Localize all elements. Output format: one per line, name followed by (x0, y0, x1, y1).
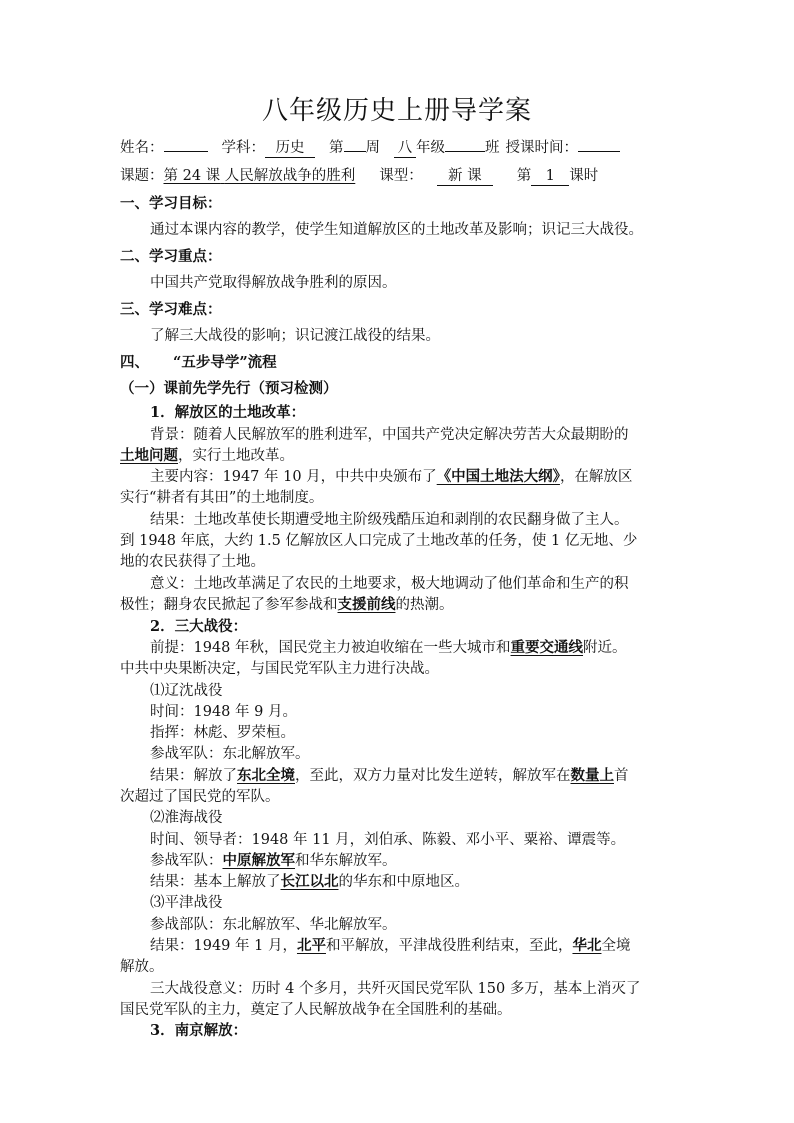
class-label: 班 (485, 140, 500, 156)
huaihai-troops-rest: 和华东解放军。 (295, 853, 397, 869)
land-reform-meaning-start: 极性；翻身农民掀起了参军参战和 (120, 597, 338, 613)
period-prefix: 第 (516, 168, 532, 184)
keyword-north-of-yangtze: 长江以北 (280, 873, 339, 890)
section-difficulty-heading: 三、学习难点： (120, 301, 222, 318)
land-reform-background-line1: 背景：随着人民解放军的胜利进军，中国共产党决定解决劳苦大众最期盼的 (150, 427, 629, 443)
grade-value: 八 (394, 140, 416, 158)
campaigns-heading: 2．三大战役： (150, 618, 248, 635)
liaoshen-result-line1 (150, 766, 629, 786)
section-objectives-text: 通过本课内容的教学，使学生知道解放区的土地改革及影响；识记三大战役。 (150, 222, 643, 238)
land-reform-content-line1 (150, 467, 632, 487)
class-blank (445, 136, 485, 152)
period-suffix: 课时 (569, 168, 599, 184)
keyword-land-problem: 土地问题 (120, 447, 178, 464)
campaigns-premise-line2: 中共中央果断决定，与国民党军队主力进行决战。 (120, 661, 439, 677)
section-focus-heading: 二、学习重点： (120, 248, 222, 265)
page-title: 八年级历史上册导学案 (261, 96, 532, 126)
name-label: 姓名： (120, 140, 164, 156)
subject-label: 学科： (221, 140, 265, 156)
campaigns-meaning-line1: 三大战役意义：历时 4 个多月，共歼灭国民党军队 150 多万，基本上消灭了 (150, 981, 641, 997)
pingjin-result-end: 全境 (601, 938, 631, 954)
keyword-central-plains-army: 中原解放军 (222, 852, 295, 869)
pingjin-result-start: 结果：1949 年 1 月， (150, 938, 297, 954)
huaihai-troops (150, 851, 397, 871)
topic-label: 课题： (120, 168, 164, 184)
keyword-north-china: 华北 (572, 937, 602, 954)
land-reform-content-line2: 实行“耕者有其田”的土地制度。 (120, 490, 324, 506)
land-reform-heading: 1．解放区的土地改革： (150, 404, 306, 421)
keyword-northeast: 东北全境 (237, 767, 295, 784)
topic-line (120, 166, 598, 186)
section-focus-text: 中国共产党取得解放战争胜利的原因。 (150, 275, 397, 291)
section-process-heading (120, 353, 277, 373)
week-blank (344, 136, 366, 152)
campaigns-premise-start: 前提：1948 年秋，国民党主力被迫收缩在一些大城市和 (150, 640, 511, 656)
campaigns-premise-end: 附近。 (583, 640, 627, 656)
topic-value: 人民解放战争的胜利 (224, 168, 356, 184)
liaoshen-command: 指挥：林彪、罗荣桓。 (150, 725, 295, 741)
liaoshen-time: 时间：1948 年 9 月。 (150, 704, 297, 720)
name-blank (164, 136, 208, 152)
header-info-line (120, 136, 620, 158)
land-reform-meaning-line2 (120, 595, 454, 615)
type-label: 课型： (379, 168, 423, 184)
keyword-transport-lines: 重要交通线 (510, 639, 584, 656)
land-reform-background-rest: ，实行土地改革。 (178, 448, 294, 464)
land-reform-result-line2: 到 1948 年底，大约 1.5 亿解放区人口完成了土地改革的任务，使 1 亿无地、少 (120, 533, 638, 549)
pingjin-result-line2: 解放。 (120, 959, 164, 975)
keyword-quantity: 数量上 (570, 767, 614, 784)
pingjin-troops: 参战部队：东北解放军、华北解放军。 (150, 917, 397, 933)
nanjing-heading: 3．南京解放： (150, 1022, 248, 1039)
pingjin-heading: ⑶平津战役 (150, 895, 223, 911)
liaoshen-heading: ⑴辽沈战役 (150, 683, 223, 699)
section-process-number: 四、 (120, 354, 149, 371)
liaoshen-result-line2: 次超过了国民党的军队。 (120, 789, 280, 805)
liaoshen-result-middle: ，至此，双方力量对比发生逆转，解放军在 (295, 768, 571, 784)
section-difficulty-text: 了解三大战役的影响；识记渡江战役的结果。 (150, 328, 440, 344)
land-reform-result-line1: 结果：土地改革使长期遭受地主阶级残酷压迫和剥削的农民翻身做了主人。 (150, 512, 629, 528)
section-process-title: “五步导学”流程 (173, 354, 277, 371)
huaihai-heading: ⑵淮海战役 (150, 810, 223, 826)
keyword-support-front: 支援前线 (337, 596, 396, 613)
liaoshen-result-start: 结果：解放了 (150, 768, 237, 784)
campaigns-premise-line1 (150, 638, 627, 658)
huaihai-result-end: 的华东和中原地区。 (338, 874, 469, 890)
huaihai-result (150, 872, 469, 892)
land-reform-meaning-line1: 意义：土地改革满足了农民的土地要求，极大地调动了他们革命和生产的积 (150, 576, 629, 592)
liaoshen-result-end: 首 (614, 768, 629, 784)
land-reform-result-line3: 地的农民获得了土地。 (120, 554, 265, 570)
type-value: 新 课 (437, 168, 493, 186)
section-objectives-heading: 一、学习目标： (120, 195, 222, 212)
grade-label: 年级 (416, 140, 445, 156)
keyword-land-law: 《中国土地法大纲》 (436, 468, 560, 485)
keyword-beiping: 北平 (296, 937, 326, 954)
time-label: 授课时间： (505, 140, 578, 156)
pingjin-result-middle: 和平解放，平津战役胜利结束，至此， (325, 938, 573, 954)
week-prefix: 第 (329, 140, 344, 156)
liaoshen-troops: 参战军队：东北解放军。 (150, 746, 310, 762)
subject-value: 历史 (265, 140, 315, 158)
campaigns-meaning-line2: 国民党军队的主力，奠定了人民解放战争在全国胜利的基础。 (120, 1002, 512, 1018)
topic-lesson: 第 24 课 (163, 168, 221, 184)
week-suffix: 周 (365, 140, 380, 156)
land-reform-meaning-end: 的热潮。 (395, 597, 454, 613)
pingjin-result-line1 (150, 936, 630, 956)
time-blank (578, 136, 620, 152)
huaihai-result-start: 结果：基本上解放了 (150, 874, 281, 890)
huaihai-troops-label: 参战军队： (150, 853, 223, 869)
land-reform-content-start: 主要内容：1947 年 10 月，中共中央颁布了 (150, 469, 437, 485)
land-reform-content-end: ，在解放区 (559, 469, 633, 485)
subsection-preview-heading: （一）课前先学先行（预习检测） (120, 380, 338, 397)
land-reform-background-line2 (120, 446, 294, 466)
huaihai-time: 时间、领导者：1948 年 11 月，刘伯承、陈毅、邓小平、粟裕、谭震等。 (150, 832, 626, 848)
period-value: 1 (531, 168, 569, 186)
